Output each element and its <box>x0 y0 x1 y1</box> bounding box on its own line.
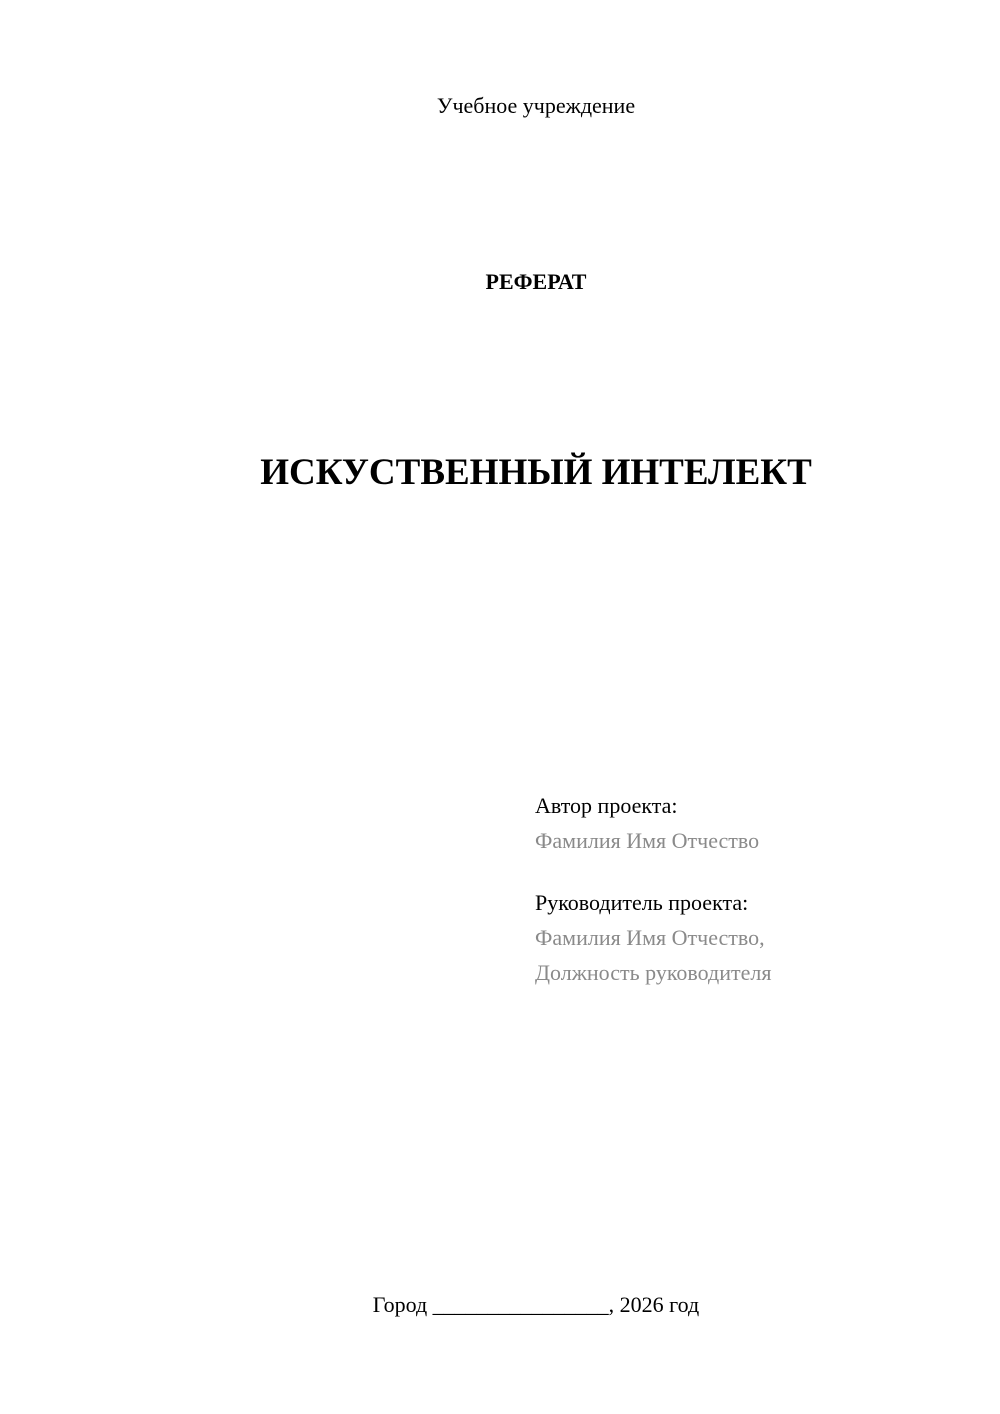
author-label: Автор проекта: <box>535 793 678 818</box>
document-title: ИСКУСТВЕННЫЙ ИНТЕЛЕКТ <box>260 452 812 493</box>
supervisor-label: Руководитель проекта: <box>535 890 749 915</box>
spacer <box>535 858 975 885</box>
city-year-line: Город ________________, 2026 год <box>372 1292 700 1317</box>
author-name-placeholder: Фамилия Имя Отчество <box>535 828 760 853</box>
supervisor-name-placeholder: Фамилия Имя Отчество, <box>535 925 765 950</box>
project-info <box>535 788 975 990</box>
document-type: РЕФЕРАТ <box>485 269 587 294</box>
supervisor-position-placeholder: Должность руководителя <box>535 960 772 985</box>
institution-name: Учебное учреждение <box>436 93 636 118</box>
